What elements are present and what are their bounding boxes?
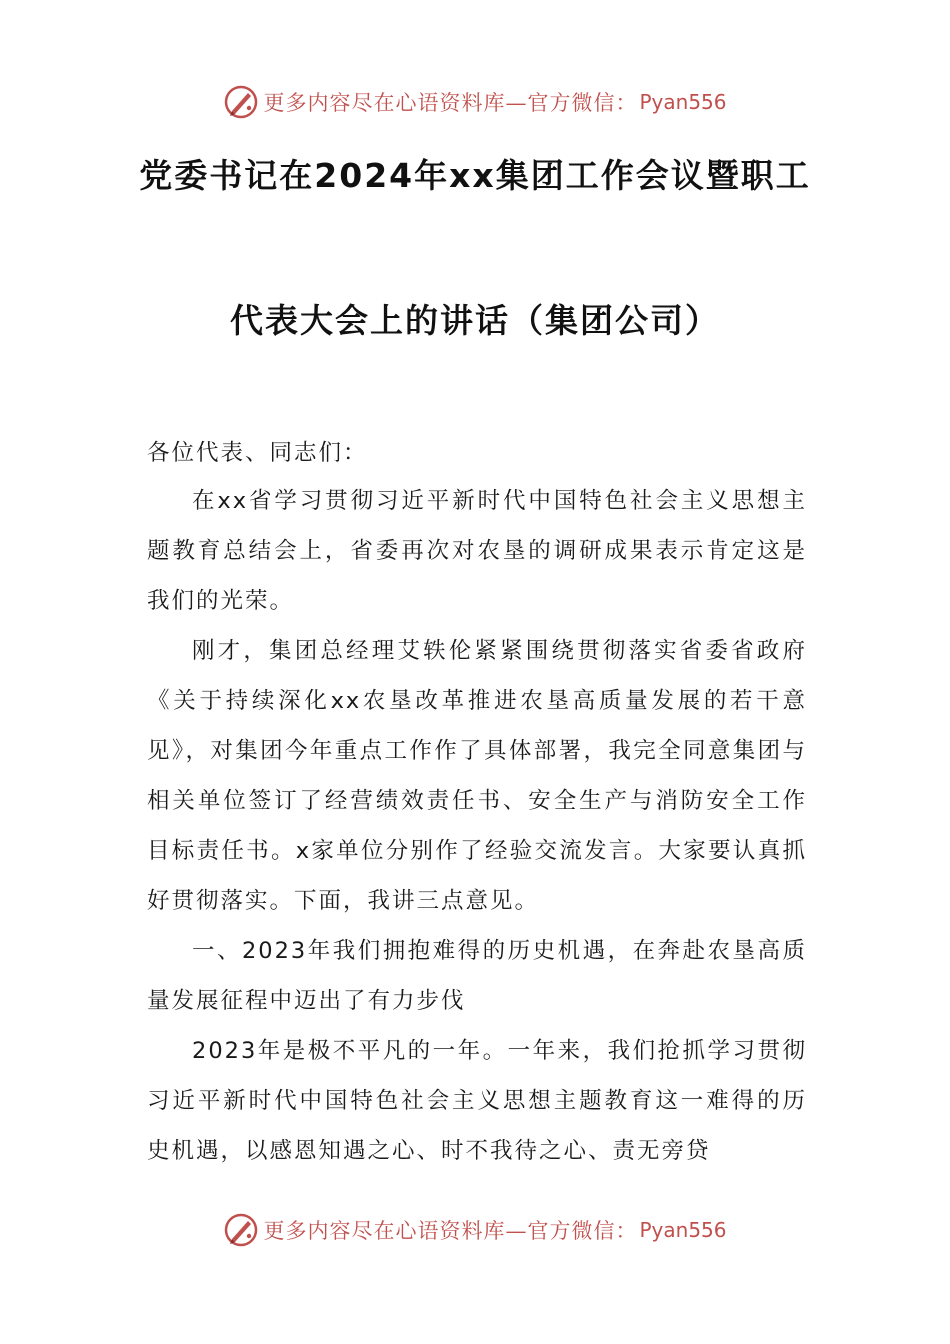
watermark-wechat-id: Pyan556 [639, 90, 727, 114]
paragraph: 在xx省学习贯彻习近平新时代中国特色社会主义思想主题教育总结会上，省委再次对农垦的调研成果表示肯定这是我们的光荣。 [147, 488, 807, 614]
paragraph: 2023年是极不平凡的一年。一年来，我们抢抓学习贯彻习近平新时代中国特色社会主义思想主题教育这一难得的历史机遇，以感恩知遇之心、时不我待之心、责无旁贷 [147, 1038, 807, 1164]
watermark-footer [0, 1210, 950, 1250]
section-heading: 一、2023年我们拥抱难得的历史机遇，在奔赴农垦高质量发展征程中迈出了有力步伐 [147, 938, 807, 1014]
salutation [147, 428, 807, 478]
document-title-line-2: 代表大会上的讲话（集团公司） [230, 301, 720, 340]
salutation-text: 各位代表、同志们： [147, 440, 368, 466]
pen-logo-icon [223, 1212, 259, 1248]
watermark-text: 更多内容尽在心语资料库—官方微信： [263, 91, 638, 115]
document-title-line-1: 党委书记在2024年xx集团工作会议暨职工 [139, 156, 811, 195]
paragraph: 刚才，集团总经理艾轶伦紧紧围绕贯彻落实省委省政府《关于持续深化xx农垦改革推进农垦高质量发展的若干意见》，对集团今年重点工作作了具体部署，我完全同意集团与相关单位签订了经营绩效责任书、安全生产与消防安全工作目标责任书。x家单位分别作了经验交流发言。大家要认真抓好贯彻落实。下面，我讲三点意见。 [147, 638, 807, 914]
watermark-header [0, 82, 950, 122]
document-body [147, 476, 807, 1176]
watermark-text: 更多内容尽在心语资料库—官方微信： [263, 1219, 638, 1243]
pen-logo-icon [223, 84, 259, 120]
watermark-wechat-id: Pyan556 [639, 1218, 727, 1242]
